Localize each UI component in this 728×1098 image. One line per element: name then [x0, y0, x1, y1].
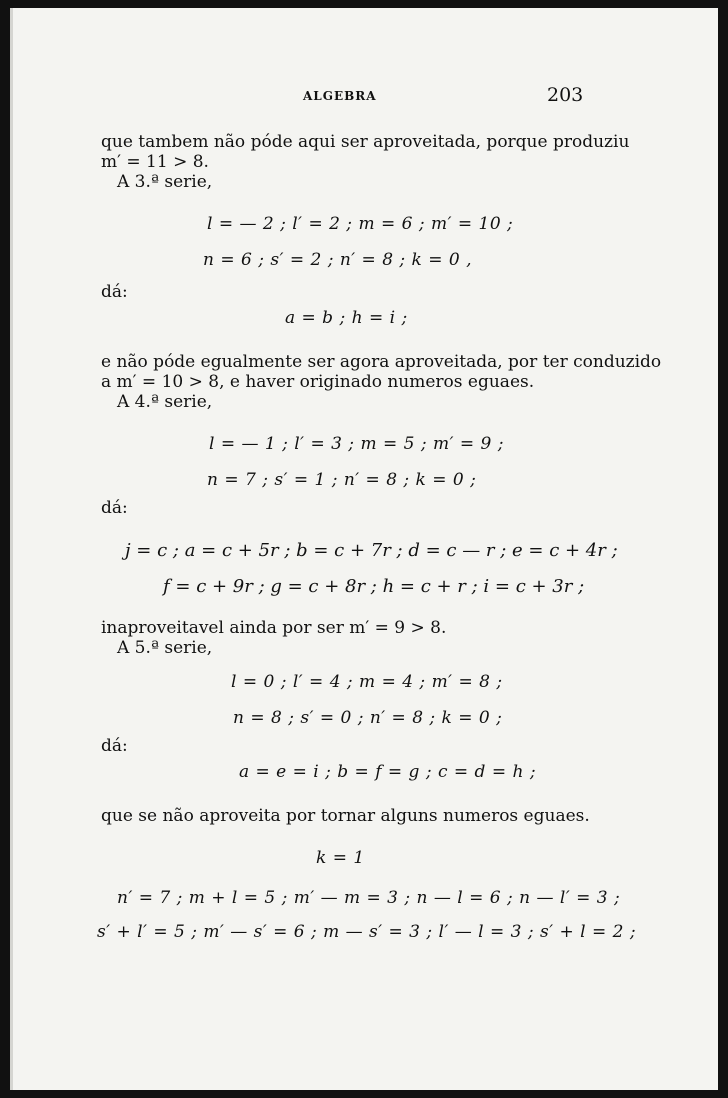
page-number: 203	[547, 84, 584, 106]
text-line: dá:	[101, 498, 128, 518]
text-line: inaproveitavel ainda por ser m′ = 9 > 8.	[101, 618, 447, 638]
running-header: ALGEBRA	[303, 89, 377, 103]
equation: s′ + l′ = 5 ; m′ — s′ = 6 ; m — s′ = 3 ; l′ — l = 3 ; s′ + l = 2 ;	[97, 922, 637, 942]
series-heading: A 4.ª serie,	[117, 392, 213, 412]
text-line: a m′ = 10 > 8, e haver originado numeros eguaes.	[101, 372, 535, 392]
text-line: dá:	[101, 282, 128, 302]
equation: n = 7 ; s′ = 1 ; n′ = 8 ; k = 0 ;	[207, 470, 477, 490]
series-heading: A 5.ª serie,	[117, 638, 213, 658]
equation: f = c + 9r ; g = c + 8r ; h = c + r ; i = c + 3r ;	[163, 576, 585, 597]
series-heading: A 3.ª serie,	[117, 172, 213, 192]
equation: k = 1	[316, 848, 365, 868]
equation: l = — 1 ; l′ = 3 ; m = 5 ; m′ = 9 ;	[209, 434, 504, 454]
equation: l = 0 ; l′ = 4 ; m = 4 ; m′ = 8 ;	[231, 672, 503, 692]
equation: j = c ; a = c + 5r ; b = c + 7r ; d = c — r ; e = c + 4r ;	[125, 540, 618, 561]
text-line: que se não aproveita por tornar alguns numeros eguaes.	[101, 806, 590, 826]
equation: a = b ; h = i ;	[285, 308, 408, 328]
text-line: e não póde egualmente ser agora aproveitada, por ter conduzido	[101, 352, 662, 372]
equation: n = 6 ; s′ = 2 ; n′ = 8 ; k = 0 ,	[203, 250, 473, 270]
equation: a = e = i ; b = f = g ; c = d = h ;	[239, 762, 537, 782]
text-line: m′ = 11 > 8.	[101, 152, 209, 172]
equation: l = — 2 ; l′ = 2 ; m = 6 ; m′ = 10 ;	[207, 214, 514, 234]
equation: n = 8 ; s′ = 0 ; n′ = 8 ; k = 0 ;	[233, 708, 503, 728]
text-line: que tambem não póde aqui ser aproveitada, porque produziu	[101, 132, 630, 152]
book-page	[10, 8, 718, 1090]
equation: n′ = 7 ; m + l = 5 ; m′ — m = 3 ; n — l = 6 ; n — l′ = 3 ;	[117, 888, 621, 908]
text-line: dá:	[101, 736, 128, 756]
